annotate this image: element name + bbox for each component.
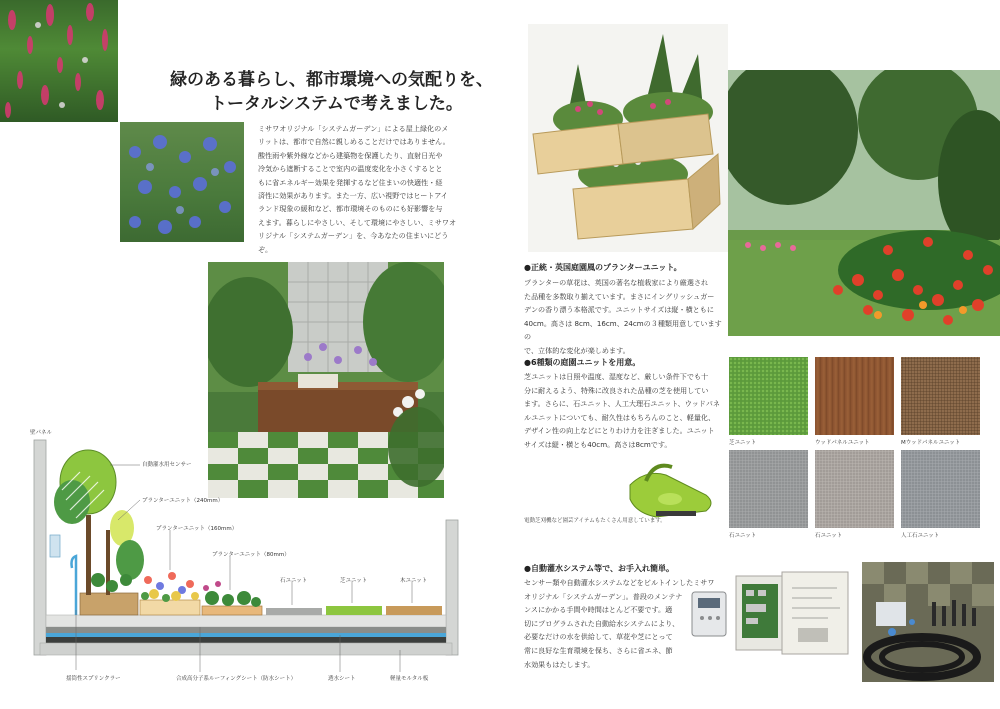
- body-line: た品種を多数取り揃えています。まさにイングリッシュガー: [524, 291, 715, 301]
- label-planter-80: プランターユニット（80mm）: [212, 552, 290, 558]
- garden-units-section-title: ●6種類の庭園ユニットを用意。: [524, 358, 641, 367]
- body-line: 常に良好な生育環境を保ち、さらに省エネ、節: [524, 645, 673, 655]
- mower-caption: 電動芝刈機など園芸アイテムもたくさん用意しています。: [524, 518, 666, 524]
- swatch-stone-2: [815, 450, 894, 528]
- intro-line: 酸性雨や紫外線などから建築物を保護したり、直射日光や: [258, 150, 443, 160]
- electric-lawn-mower-image: [626, 455, 720, 525]
- planter-section-body: [524, 276, 724, 358]
- photo-english-garden: [728, 70, 1000, 336]
- headline-line-1: 緑のある暮らし、都市環境への気配りを、: [170, 70, 493, 90]
- label-sensor: 自動灌水用センサー: [142, 462, 192, 468]
- label-mortar-board: 軽量モルタル板: [390, 676, 429, 682]
- swatch-label: 芝ユニット: [729, 440, 757, 446]
- photo-irrigation-parts: [862, 562, 994, 682]
- body-line: 必要なだけの水を供給して、草花や芝にとって: [524, 632, 673, 642]
- swatch-label: Mウッドパネルユニット: [901, 440, 961, 446]
- body-line: プランターの草花は、英国の著名な植栽家により厳選され: [524, 278, 709, 287]
- photo-blue-agapanthus: [120, 122, 244, 242]
- body-line: 分に耐えるよう、特殊に改良された品種の芝を使用してい: [524, 385, 709, 395]
- label-wall-panel: 壁パネル: [30, 430, 53, 436]
- body-line: 切にプログラムされた自動給水システムにより、: [524, 618, 680, 628]
- label-roofing-sheet: 合成高分子系ルーフィングシート（防水シート）: [176, 676, 297, 682]
- label-planter-160: プランターユニット（160mm）: [156, 526, 238, 532]
- swatch-turf: [729, 357, 808, 435]
- body-line: ルユニットについても、耐久性はもちろんのこと、軽量化、: [524, 412, 716, 422]
- irrigation-controller-image: [690, 590, 730, 640]
- intro-text: [258, 122, 458, 256]
- swatch-wood-panel: [815, 357, 894, 435]
- body-line: 40cm。高さは 8cm、16cm、24cmの３種類用意していますの: [524, 318, 722, 342]
- intro-line: ランド現象の緩和など、都市環境そのものにも好影響を与: [258, 204, 443, 214]
- label-sprinkler: 揺筒性スプリンクラー: [66, 676, 121, 682]
- swatch-artificial-stone: [901, 450, 980, 528]
- control-board-image: [732, 568, 852, 658]
- swatch-stone-1: [729, 450, 808, 528]
- label-stone-unit: 石ユニット: [280, 578, 308, 584]
- intro-line: 済性に効果があります。また一方、広い視野ではヒートアイ: [258, 191, 448, 201]
- intro-line: ミサワオリジナル「システムガーデン」による屋上緑化のメ: [258, 124, 449, 133]
- swatch-label: 石ユニット: [815, 533, 843, 539]
- irrigation-section-title: ●自動灌水システム等で、お手入れ簡単。: [524, 564, 675, 573]
- body-line: 芝ユニットは日照や温度、湿度など、厳しい条件下でも十: [524, 372, 709, 381]
- headline-line-2: トータルシステムで考えました。: [210, 94, 463, 114]
- headline: [170, 68, 500, 116]
- swatch-m-wood-panel: [901, 357, 980, 435]
- swatch-label: 石ユニット: [729, 533, 757, 539]
- photo-planter-boxes: [528, 24, 728, 252]
- label-wood-unit: 木ユニット: [400, 578, 428, 584]
- label-turf-unit: 芝ユニット: [340, 578, 368, 584]
- intro-line: もに省エネルギー効果を発揮するなど住まいの快適性・経: [258, 177, 443, 187]
- cross-section-diagram: [0, 420, 500, 705]
- body-line: オリジナル「システムガーデン」。普段のメンテナ: [524, 591, 683, 601]
- body-line: デザイン性の向上などにとりわけ力を注ぎました。ユニット: [524, 426, 715, 436]
- label-planter-240: プランターユニット（240mm）: [142, 498, 224, 504]
- body-line: サイズは縦・横とも40cm。高さは8cmです。: [524, 439, 672, 449]
- photo-red-salvia-flowers: [0, 0, 118, 122]
- planter-section-title: ●正統・英国庭園風のプランターユニット。: [524, 263, 682, 272]
- intro-line: 冷気から遮断することで室内の温度変化を小さくするとと: [258, 164, 443, 174]
- swatch-label: ウッドパネルユニット: [815, 440, 870, 446]
- body-line: ます。さらに、石ユニット、人工大理石ユニット、ウッドパネ: [524, 399, 720, 409]
- intro-line: えます。暮らしにやさしい、そして環境にやさしい、ミサワオ: [258, 217, 457, 227]
- body-line: ンスにかかる手間や時間はとんど不要です。適: [524, 605, 673, 615]
- body-line: で、立体的な変化が楽しめます。: [524, 345, 630, 355]
- label-permeable-sheet: 透水シート: [328, 676, 356, 682]
- body-line: デンの香り漂う本格派です。ユニットサイズは縦・横ともに: [524, 305, 714, 315]
- swatch-label: 人工石ユニット: [901, 533, 940, 539]
- body-line: 水効果もはたします。: [524, 659, 595, 669]
- intro-line: リジナル「システムガーデン」を、今あなたの住まいにどうぞ。: [258, 231, 449, 254]
- body-line: センサー類や自動灌水システムなどをビルトインしたミサワ: [524, 578, 715, 587]
- garden-units-section-body: [524, 370, 724, 452]
- intro-line: リットは、都市で自然に親しめることだけではありません。: [258, 137, 450, 147]
